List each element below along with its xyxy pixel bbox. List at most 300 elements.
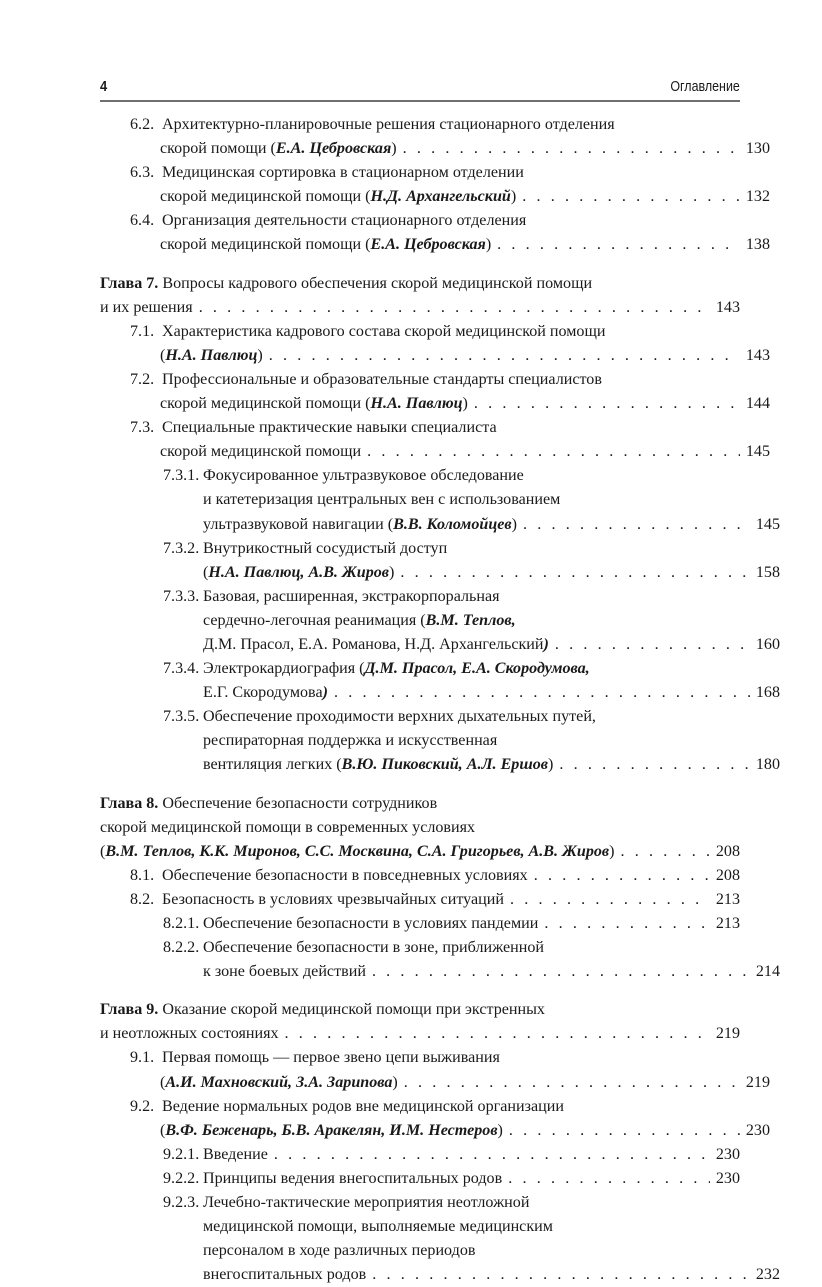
entry-line-content xyxy=(203,537,447,561)
entry-text: скорой медицинской помощи ( xyxy=(160,236,371,254)
entry-line-content xyxy=(203,609,516,633)
entry-line-content xyxy=(203,753,342,777)
toc-entry-text xyxy=(203,753,553,777)
entry-line-content xyxy=(162,320,606,344)
running-head xyxy=(100,78,740,95)
toc-entry-text xyxy=(130,113,740,137)
entry-line-content xyxy=(203,1167,502,1191)
toc-subsection-entry[interactable] xyxy=(100,585,780,657)
entry-text: медицинской помощи, выполняемые медицинским xyxy=(203,1218,553,1236)
toc-entry-line xyxy=(130,440,770,464)
toc-entry-text xyxy=(130,416,740,440)
entry-page-number: 230 xyxy=(715,1145,740,1163)
toc-entry-line xyxy=(163,1263,780,1287)
entry-line-content xyxy=(203,936,544,960)
entry-page-number: 168 xyxy=(755,684,780,702)
toc-entry-line xyxy=(130,320,740,344)
leader-dots xyxy=(404,1071,740,1095)
entry-line-content xyxy=(203,464,524,488)
toc-entry-line xyxy=(130,1046,740,1070)
entry-text: ) xyxy=(462,395,468,413)
entry-text: ) xyxy=(392,1073,398,1091)
entry-text: ) xyxy=(257,346,263,364)
toc-chapter-entry[interactable] xyxy=(100,998,740,1046)
toc-entry-line xyxy=(130,416,740,440)
toc-entry-text xyxy=(130,209,740,233)
toc-entry-line xyxy=(163,561,780,585)
entry-authors: Н.А. Павлюц xyxy=(370,395,463,413)
toc-entry-line xyxy=(163,960,780,984)
entry-line-content xyxy=(162,161,524,185)
toc-section-entry[interactable] xyxy=(100,416,770,464)
entry-line-content xyxy=(160,137,276,161)
toc-entry-line xyxy=(163,488,740,512)
entry-line-content xyxy=(203,513,393,537)
toc-entry-text xyxy=(130,368,740,392)
entry-text: Принципы ведения внегоспитальных родов xyxy=(203,1169,503,1187)
entry-line-content xyxy=(203,657,590,681)
entry-text: персоналом в ходе различных периодов xyxy=(203,1242,476,1260)
entry-page-number: 213 xyxy=(715,890,740,908)
entry-authors: Н.А. Павлюц xyxy=(165,346,258,364)
entry-page-number: 230 xyxy=(745,1121,770,1139)
entry-authors: ) xyxy=(543,635,549,653)
toc-entry-text xyxy=(160,440,361,464)
toc-entry-line xyxy=(130,161,740,185)
leader-dots xyxy=(522,185,740,209)
toc-entry-text xyxy=(100,840,614,864)
entry-text: Медицинская сортировка в стационарном отделении xyxy=(162,164,524,182)
entry-text: респираторная поддержка и искусственная xyxy=(203,732,498,750)
leader-dots xyxy=(523,513,750,537)
toc-entry-text xyxy=(160,344,263,368)
leader-dots xyxy=(274,1143,710,1167)
entry-text: Лечебно-тактические мероприятия неотложной xyxy=(203,1194,530,1212)
toc-entry-line xyxy=(163,1167,740,1191)
entry-line-content xyxy=(162,888,504,912)
table-of-contents xyxy=(100,113,780,1287)
toc-entry-text xyxy=(163,1167,502,1191)
entry-page-number: 219 xyxy=(715,1025,740,1043)
entry-text: Электрокардиография ( xyxy=(203,660,365,678)
entry-number: 9.2.3. xyxy=(163,1194,200,1212)
entry-line-content xyxy=(162,272,592,296)
entry-text: Обеспечение безопасности в повседневных условиях xyxy=(162,866,528,884)
entry-page-number: 144 xyxy=(745,395,770,413)
toc-subsection-entry[interactable] xyxy=(100,1143,740,1167)
entry-authors: А.И. Махновский, З.А. Зарипова xyxy=(165,1073,393,1091)
entry-text: Д.М. Прасол, Е.А. Романова, Н.Д. Архангельский xyxy=(203,635,544,653)
toc-entry-line xyxy=(163,633,780,657)
entry-line-content xyxy=(162,792,437,816)
entry-text: ) xyxy=(391,140,397,158)
entry-text: скорой помощи ( xyxy=(160,140,276,158)
toc-entry-line xyxy=(163,609,740,633)
toc-entry-line xyxy=(100,272,740,296)
entry-page-number: 230 xyxy=(715,1169,740,1187)
toc-entry-text xyxy=(160,1119,503,1143)
leader-dots xyxy=(497,233,740,257)
toc-entry-line xyxy=(130,864,740,888)
entry-text: внегоспитальных родов xyxy=(203,1266,367,1284)
leader-dots xyxy=(544,912,710,936)
toc-section-entry[interactable] xyxy=(100,888,740,912)
toc-entry-line xyxy=(163,585,740,609)
entry-text: Внутрикостный сосудистый доступ xyxy=(203,539,448,557)
toc-entry-text xyxy=(100,1022,279,1046)
toc-entry-text xyxy=(203,488,740,512)
entry-text: Вопросы кадрового обеспечения скорой медицинской помощи xyxy=(162,274,593,292)
toc-entry-text xyxy=(163,912,538,936)
toc-entry-line xyxy=(130,1095,740,1119)
leader-dots xyxy=(559,753,750,777)
entry-line-content xyxy=(160,440,361,464)
toc-entry-text xyxy=(100,816,740,840)
entry-line-content xyxy=(203,585,500,609)
entry-text: ) xyxy=(510,188,517,206)
toc-section-entry[interactable] xyxy=(100,1095,770,1143)
toc-entry-line xyxy=(163,1143,740,1167)
entry-line-content xyxy=(203,1191,529,1215)
entry-text: ) xyxy=(497,1121,503,1139)
toc-subsection-entry[interactable] xyxy=(100,912,740,936)
entry-number: 8.1. xyxy=(130,866,155,884)
entry-authors: В.М. Теплов, К.К. Миронов, С.С. Москвина, С.А. Григорьев, А.В. Жиров xyxy=(105,842,610,860)
entry-authors: В.Ф. Беженарь, Б.В. Аракелян, И.М. Нестеров xyxy=(165,1121,498,1139)
toc-subsection-entry[interactable] xyxy=(100,464,780,536)
toc-entry-line xyxy=(163,936,740,960)
leader-dots xyxy=(400,561,750,585)
toc-section-entry[interactable] xyxy=(100,320,770,368)
toc-entry-text xyxy=(203,561,394,585)
leader-dots xyxy=(508,1167,710,1191)
entry-text: Базовая, расширенная, экстракорпоральная xyxy=(203,587,500,605)
toc-section-entry[interactable] xyxy=(100,209,770,257)
entry-authors: В.М. Теплов, xyxy=(425,611,516,629)
toc-entry-line xyxy=(130,368,740,392)
entry-number: 9.2.1. xyxy=(163,1145,200,1163)
leader-dots xyxy=(372,1263,750,1287)
entry-text: Обеспечение безопасности в зоне, приближенной xyxy=(203,939,545,957)
toc-chapter-entry[interactable] xyxy=(100,792,740,864)
entry-text: Обеспечение проходимости верхних дыхательных путей, xyxy=(203,708,596,726)
toc-entry-text xyxy=(203,633,549,657)
toc-entry-line xyxy=(130,137,770,161)
toc-subsection-entry[interactable] xyxy=(100,1191,780,1287)
leader-dots xyxy=(474,392,740,416)
entry-page-number: 143 xyxy=(715,298,740,316)
entry-text: ультразвуковой навигации ( xyxy=(203,515,394,533)
entry-text: ( xyxy=(160,346,166,364)
toc-entry-line xyxy=(163,705,740,729)
toc-entry-line xyxy=(163,1191,740,1215)
toc-entry-text xyxy=(163,936,740,960)
entry-text: Архитектурно-планировочные решения стационарного отделения xyxy=(162,116,615,133)
leader-dots xyxy=(334,681,750,705)
entry-number: 6.3. xyxy=(130,164,155,182)
toc-entry-text xyxy=(203,513,517,537)
toc-subsection-entry[interactable] xyxy=(100,537,780,585)
toc-entry-line xyxy=(163,681,780,705)
entry-text: вентиляция легких ( xyxy=(203,756,342,774)
toc-section-entry[interactable] xyxy=(100,113,770,161)
toc-entry-line xyxy=(100,296,740,320)
toc-entry-text xyxy=(163,657,740,681)
entry-page-number: 208 xyxy=(715,866,740,884)
toc-entry-text xyxy=(100,296,193,320)
entry-number: 7.3.4. xyxy=(163,660,200,678)
entry-number: 7.1. xyxy=(130,322,155,340)
entry-page-number: 143 xyxy=(745,346,770,364)
entry-page-number: 208 xyxy=(715,842,740,860)
toc-entry-text xyxy=(130,1046,740,1070)
leader-dots xyxy=(534,864,710,888)
entry-page-number: 180 xyxy=(755,756,780,774)
entry-number: 7.3.1. xyxy=(163,467,200,485)
entry-authors: ) xyxy=(322,684,328,702)
toc-chapter-entry[interactable] xyxy=(100,272,740,320)
toc-entry-text xyxy=(130,864,528,888)
entry-number: 8.2. xyxy=(130,890,155,908)
entry-line-content xyxy=(162,864,528,888)
entry-text: и катетеризация центральных вен с использованием xyxy=(203,491,561,509)
toc-entry-line xyxy=(130,888,740,912)
entry-number: 7.3.3. xyxy=(163,587,200,605)
entry-authors: Е.А. Цебровская xyxy=(370,236,486,254)
toc-section-entry[interactable] xyxy=(100,368,770,416)
entry-line-content xyxy=(203,681,328,705)
entry-text: ( xyxy=(160,1073,166,1091)
entry-text: Организация деятельности стационарного отделения xyxy=(162,212,527,230)
toc-section-entry[interactable] xyxy=(100,864,740,888)
entry-text: скорой медицинской помощи ( xyxy=(160,188,371,206)
entry-line-content xyxy=(100,296,193,320)
toc-entry-line xyxy=(130,392,770,416)
toc-entry-text xyxy=(163,537,740,561)
toc-entry-text xyxy=(163,1191,740,1215)
chapter-label: Глава 9. xyxy=(100,1001,163,1019)
toc-entry-line xyxy=(130,113,740,137)
leader-dots xyxy=(367,440,740,464)
entry-text: Профессиональные и образовательные стандарты специалистов xyxy=(162,370,602,388)
leader-dots xyxy=(510,888,710,912)
entry-authors: Н.Д. Архангельский xyxy=(370,188,511,206)
entry-page-number: 160 xyxy=(755,635,780,653)
entry-text: скорой медицинской помощи xyxy=(160,443,362,461)
toc-entry-text xyxy=(203,609,740,633)
entry-authors: Н.А. Павлюц, А.В. Жиров xyxy=(208,563,389,581)
toc-entry-line xyxy=(163,1239,740,1263)
entry-text: Обеспечение безопасности в условиях пандемии xyxy=(203,915,539,932)
toc-entry-line xyxy=(100,792,740,816)
entry-number: 7.2. xyxy=(130,370,155,388)
entry-text: ) xyxy=(609,842,615,860)
entry-text: ) xyxy=(548,756,554,774)
toc-entry-text xyxy=(100,272,740,296)
leader-dots xyxy=(372,960,750,984)
entry-line-content xyxy=(203,960,366,984)
entry-number: 9.2.2. xyxy=(163,1169,200,1187)
entry-line-content xyxy=(162,1046,500,1070)
chapter-label: Глава 7. xyxy=(100,274,163,292)
toc-entry-text xyxy=(203,1215,740,1239)
entry-number: 7.3.2. xyxy=(163,539,200,557)
entry-number: 7.3.5. xyxy=(163,708,200,726)
toc-entry-line xyxy=(163,513,780,537)
toc-section-entry[interactable] xyxy=(100,1046,770,1094)
entry-line-content xyxy=(160,233,370,257)
entry-text: ( xyxy=(160,1121,166,1139)
entry-number: 6.2. xyxy=(130,116,155,133)
entry-text: скорой медицинской помощи в современных условиях xyxy=(100,818,476,836)
toc-entry-line xyxy=(130,209,740,233)
toc-entry-line xyxy=(163,657,740,681)
entry-page-number: 158 xyxy=(755,563,780,581)
entry-line-content xyxy=(100,816,475,840)
toc-entry-text xyxy=(163,705,740,729)
entry-line-content xyxy=(203,488,560,512)
page-folio-number: 4 xyxy=(100,78,108,95)
entry-page-number: 130 xyxy=(745,140,770,158)
entry-text: Введение xyxy=(203,1145,268,1163)
toc-subsection-entry[interactable] xyxy=(100,1167,740,1191)
toc-subsection-entry[interactable] xyxy=(100,936,780,984)
entry-text: Е.Г. Скородумова xyxy=(203,684,323,702)
toc-entry-text xyxy=(130,161,740,185)
entry-line-content xyxy=(162,209,526,233)
entry-text: к зоне боевых действий xyxy=(203,963,366,981)
toc-entry-text xyxy=(163,464,740,488)
entry-line-content xyxy=(203,1215,553,1239)
entry-line-content xyxy=(162,368,602,392)
entry-line-content xyxy=(203,705,596,729)
toc-entry-line xyxy=(130,344,770,368)
entry-authors: Д.М. Прасол, Е.А. Скородумова, xyxy=(364,660,590,678)
entry-page-number: 132 xyxy=(745,188,770,206)
entry-number: 9.1. xyxy=(130,1049,155,1067)
entry-line-content xyxy=(162,416,497,440)
entry-number: 9.2. xyxy=(130,1097,155,1115)
toc-entry-line xyxy=(130,1071,770,1095)
toc-subsection-entry[interactable] xyxy=(100,705,780,777)
entry-text: ( xyxy=(100,842,106,860)
leader-dots xyxy=(620,840,710,864)
entry-line-content xyxy=(162,113,615,137)
toc-entry-text xyxy=(130,320,740,344)
entry-text: и неотложных состояниях xyxy=(100,1025,279,1043)
toc-entry-line xyxy=(130,185,770,209)
toc-entry-text xyxy=(130,888,504,912)
entry-line-content xyxy=(203,1239,475,1263)
toc-entry-line xyxy=(163,912,740,936)
entry-page-number: 219 xyxy=(745,1073,770,1091)
entry-authors: В.В. Коломойцев xyxy=(393,515,512,533)
toc-entry-text xyxy=(130,1095,740,1119)
entry-page-number: 138 xyxy=(745,236,770,254)
entry-line-content xyxy=(100,1022,279,1046)
toc-entry-text xyxy=(203,1263,366,1287)
entry-line-content xyxy=(203,633,549,657)
entry-text: ) xyxy=(485,236,492,254)
toc-entry-line xyxy=(130,1119,770,1143)
entry-text: и их решения xyxy=(100,298,193,316)
toc-entry-line xyxy=(130,233,770,257)
leader-dots xyxy=(509,1119,740,1143)
entry-text: Безопасность в условиях чрезвычайных ситуаций xyxy=(162,890,504,908)
toc-section-entry[interactable] xyxy=(100,161,770,209)
toc-subsection-entry[interactable] xyxy=(100,657,780,705)
toc-entry-line xyxy=(100,816,740,840)
entry-text: Характеристика кадрового состава скорой медицинской помощи xyxy=(162,322,606,340)
entry-text: ( xyxy=(203,563,209,581)
entry-text: ) xyxy=(511,515,517,533)
toc-entry-line xyxy=(163,753,780,777)
entry-line-content xyxy=(162,1095,564,1119)
entry-page-number: 145 xyxy=(755,515,780,533)
toc-entry-text xyxy=(203,681,328,705)
chapter-label: Глава 8. xyxy=(100,794,163,812)
entry-line-content xyxy=(203,912,538,936)
toc-entry-text xyxy=(160,1071,398,1095)
entry-text: Обеспечение безопасности сотрудников xyxy=(162,794,438,812)
entry-text: Ведение нормальных родов вне медицинской организации xyxy=(162,1097,564,1115)
entry-line-content xyxy=(100,840,614,864)
toc-entry-text xyxy=(160,233,491,257)
entry-line-content xyxy=(203,1263,366,1287)
toc-entry-line xyxy=(100,998,740,1022)
entry-authors: Е.А. Цебровская xyxy=(275,140,392,158)
toc-entry-line xyxy=(163,729,740,753)
leader-dots xyxy=(199,296,710,320)
entry-text: Оказание скорой медицинской помощи при экстренных xyxy=(162,1001,545,1019)
leader-dots xyxy=(403,137,740,161)
entry-text: Фокусированное ультразвуковое обследование xyxy=(203,467,524,485)
toc-entry-text xyxy=(100,998,740,1022)
entry-number: 8.2.2. xyxy=(163,939,200,957)
leader-dots xyxy=(269,344,740,368)
entry-page-number: 214 xyxy=(755,963,780,981)
entry-line-content xyxy=(162,998,545,1022)
entry-authors: В.Ю. Пиковский, А.Л. Ершов xyxy=(341,756,548,774)
toc-entry-line xyxy=(163,1215,740,1239)
running-head-title: Оглавление xyxy=(670,79,740,95)
entry-number: 6.4. xyxy=(130,212,155,230)
toc-entry-text xyxy=(203,729,740,753)
leader-dots xyxy=(285,1022,710,1046)
entry-page-number: 145 xyxy=(745,443,770,461)
toc-entry-text xyxy=(160,392,468,416)
header-rule xyxy=(100,100,740,102)
toc-entry-line xyxy=(163,537,740,561)
toc-entry-text xyxy=(160,185,516,209)
toc-entry-text xyxy=(163,1143,268,1167)
entry-text: Специальные практические навыки специалиста xyxy=(162,419,497,437)
entry-text: скорой медицинской помощи ( xyxy=(160,395,371,413)
entry-line-content xyxy=(203,729,497,753)
entry-text: ) xyxy=(389,563,395,581)
entry-number: 8.2.1. xyxy=(163,915,200,932)
entry-line-content xyxy=(160,185,370,209)
entry-number: 7.3. xyxy=(130,419,155,437)
toc-entry-line xyxy=(100,840,740,864)
entry-line-content xyxy=(203,1143,268,1167)
toc-entry-text xyxy=(163,585,740,609)
entry-text: Первая помощь — первое звено цепи выживания xyxy=(162,1049,500,1067)
leader-dots xyxy=(555,633,750,657)
toc-entry-text xyxy=(100,792,740,816)
entry-line-content xyxy=(160,392,370,416)
toc-entry-line xyxy=(163,464,740,488)
